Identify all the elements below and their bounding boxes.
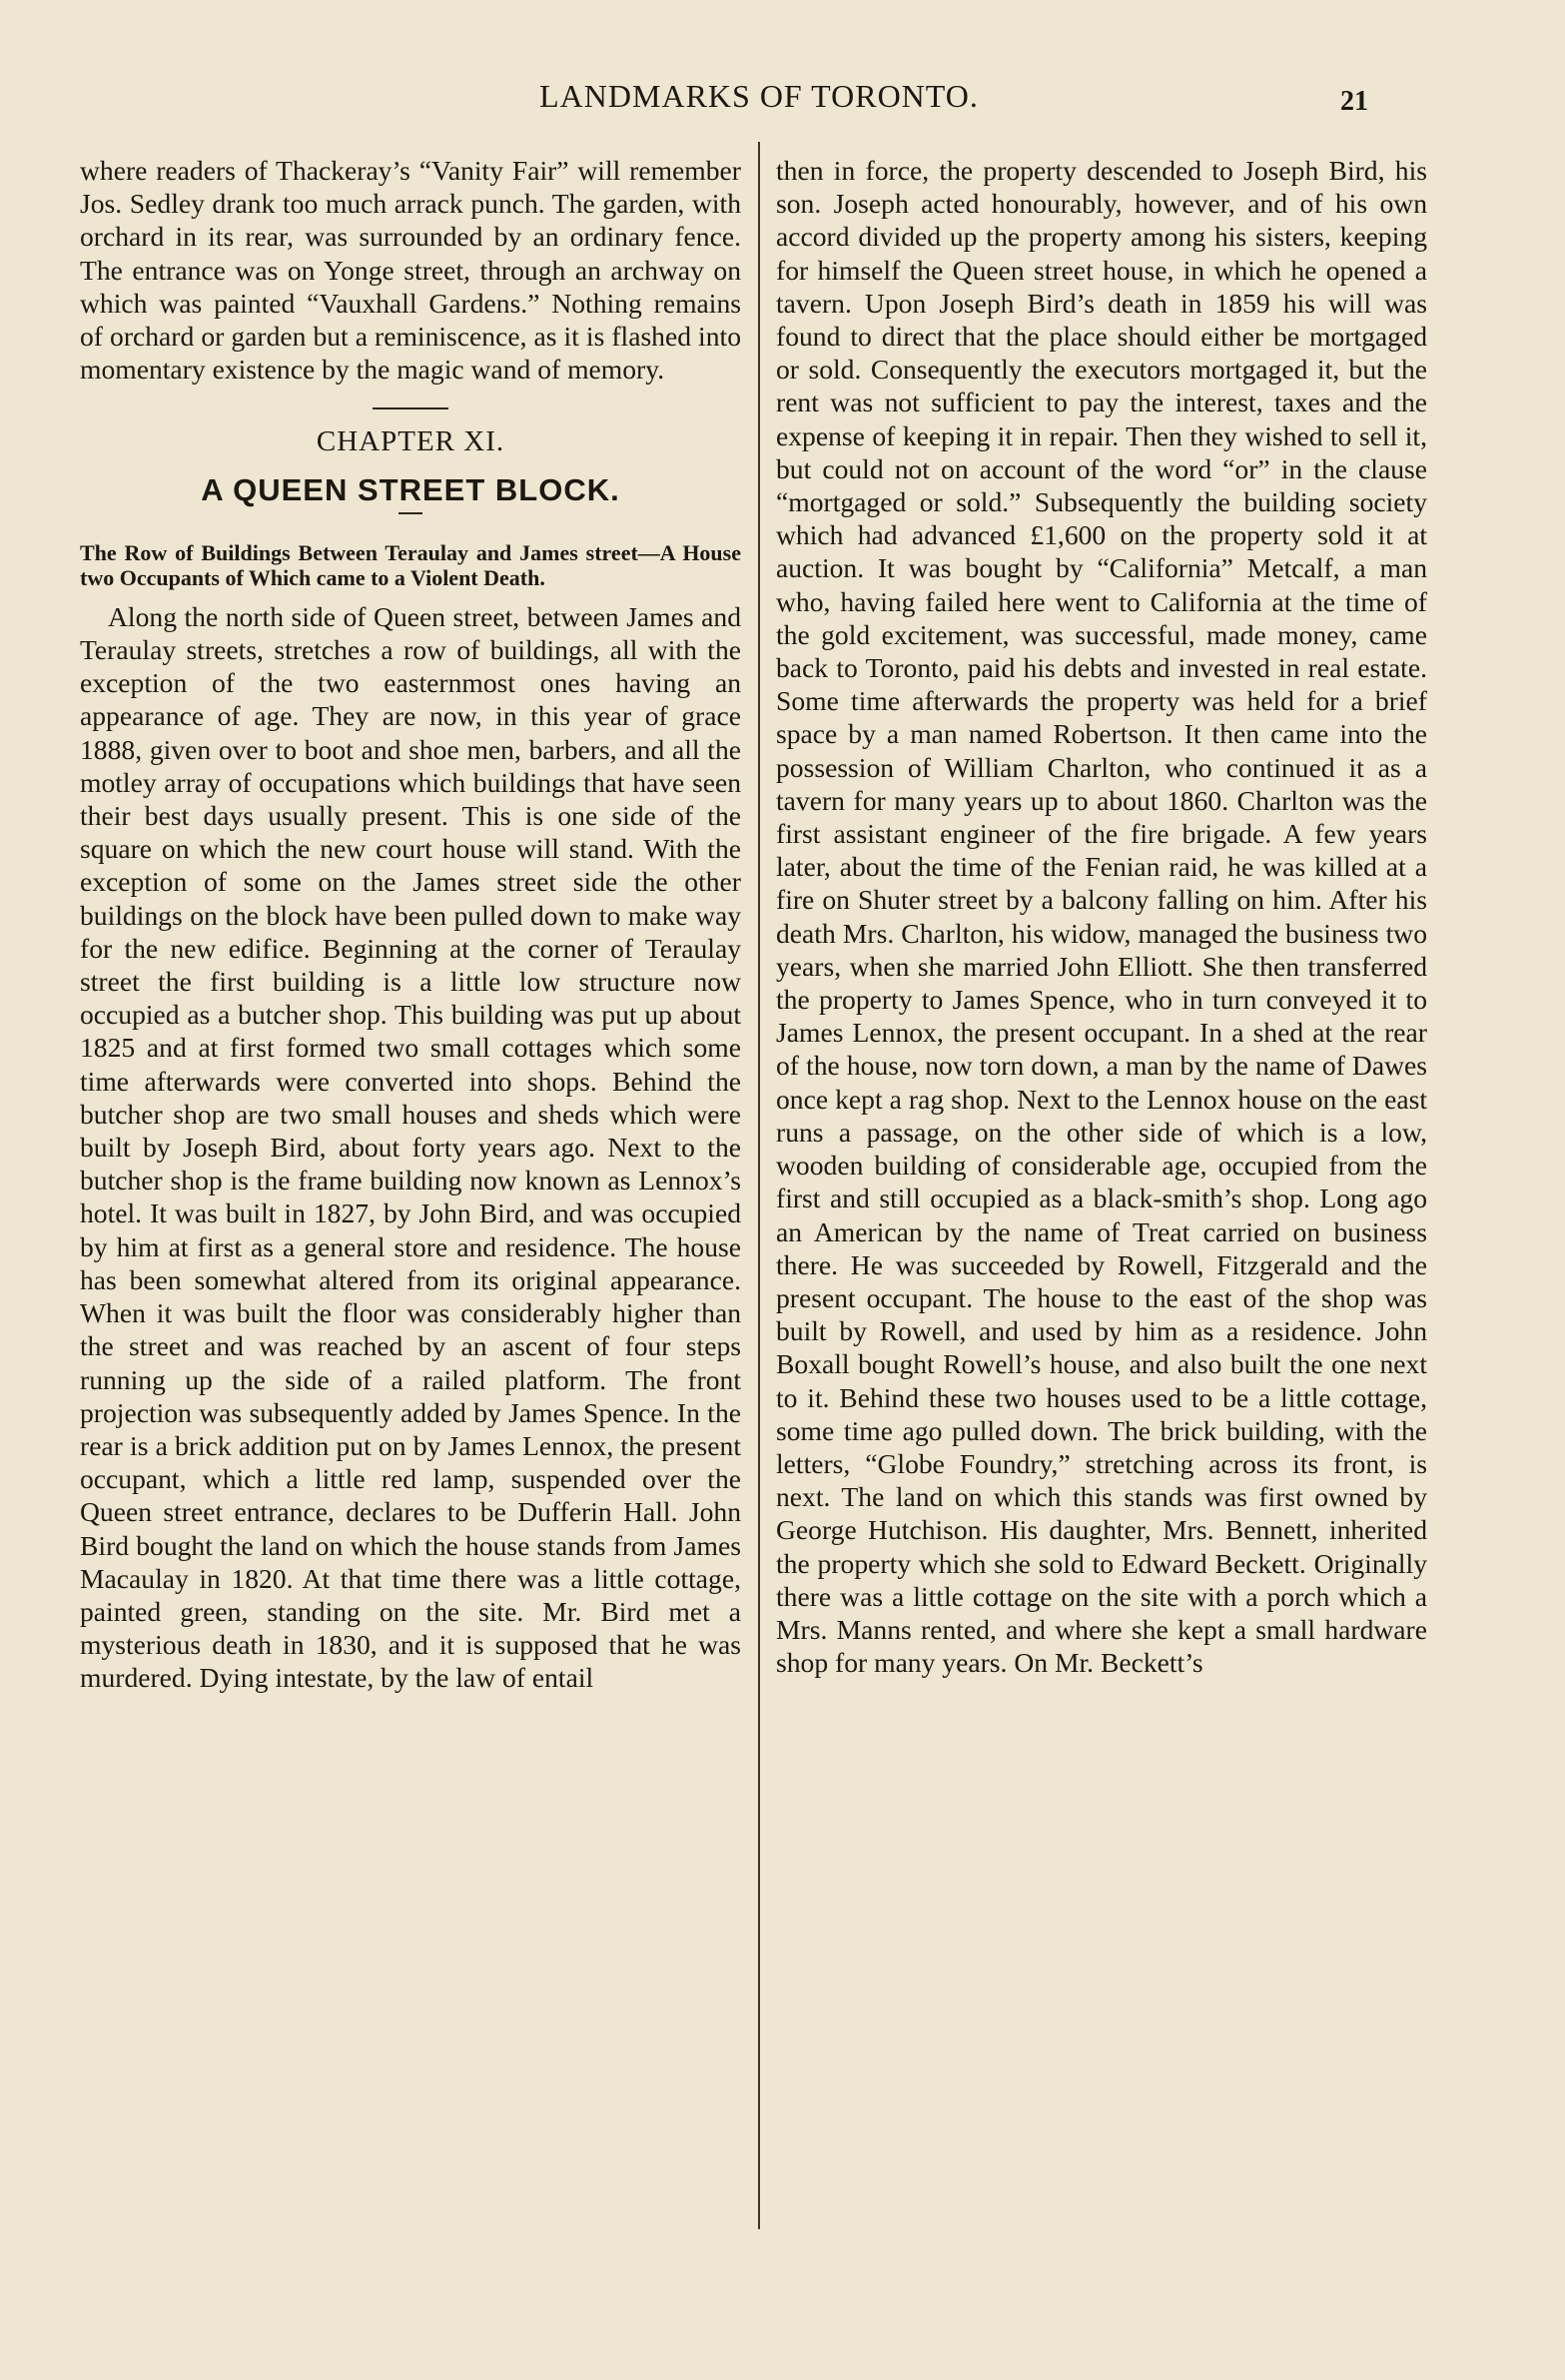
section-divider bbox=[373, 407, 448, 409]
right-column bbox=[776, 154, 1427, 1679]
chapter-title: CHAPTER XI. bbox=[316, 425, 505, 458]
left-column bbox=[80, 154, 741, 1695]
column-divider bbox=[758, 142, 760, 2229]
chapter-subheading: The Row of Buildings Between Teraulay and James street—A House two Occupants of Which came to a Violent Death. bbox=[80, 539, 741, 590]
heading-divider bbox=[398, 512, 422, 514]
continued-paragraph: then in force, the property descended to Joseph Bird, his son. Joseph acted honourably, however, and of his own accord divided up the property among his sisters, keeping for himself the Queen street house, in which he opened a tavern. Upon Joseph Bird’s death in 1859 his will was found to direct that the place should either be mortgaged or sold. Consequently the executors mortgaged it, but the rent was not sufficient to pay the interest, taxes and the expense of keeping it in repair. Then they wished to sell it, but could not on account of the word “or” in the clause “mortgaged or sold.” Subsequently the building society which had advanced £1,600 on the property sold it at auction. It was bought by “California” Metcalf, a man who, having failed here went to California at the time of the gold excitement, was successful, made money, came back to Toronto, paid his debts and invested in real estate. Some time afterwards the property was held for a brief space by a man named Robertson. It then came into the possession of William Charlton, who continued it as a tavern for many years up to about 1860. Charlton was the first assistant engineer of the fire brigade. A few years later, about the time of the Fenian raid, he was killed at a fire on Shuter street by a balcony falling on him. After his death Mrs. Charlton, his widow, managed the business two years, when she married John Elliott. She then transferred the property to James Spence, who in turn conveyed it to James Lennox, the present occupant. In a shed at the rear of the house, now torn down, a man by the name of Dawes once kept a rag shop. Next to the Lennox house on the east runs a passage, on the other side of which is a low, wooden building of considerable age, occupied from the first and still occupied as a black-smith’s shop. Long ago an American by the name of Treat carried on business there. He was succeeded by Rowell, Fitzgerald and the present occupant. The house to the east of the shop was built by Rowell, and used by him as a residence. John Boxall bought Rowell’s house, and also built the one next to it. Behind these two houses used to be a little cottage, some time ago pulled down. The brick building, with the letters, “Globe Foundry,” stretching across its front, is next. The land on which this stands was first owned by George Hutchison. His daughter, Mrs. Bennett, inherited the property which she sold to Edward Beckett. Originally there was a little cottage on the site with a porch which a Mrs. Manns rented, and where she kept a small hardware shop for many years. On Mr. Beckett’s bbox=[776, 155, 1427, 1679]
running-title: LANDMARKS OF TORONTO. bbox=[539, 78, 979, 114]
body-paragraph: Along the north side of Queen street, between James and Teraulay streets, stretches a row of buildings, all with the exception of the two easternmost ones having an appearance of age. They are now, in this year of grace 1888, given over to boot and shoe men, barbers, and all the motley array of occupations which buildings that have seen their best days usually present. This is one side of the square on which the new court house will stand. With the exception of some on the James street side the other buildings on the block have been pulled down to make way for the new edifice. Beginning at the corner of Teraulay street the first building is a little low structure now occupied as a butcher shop. This building was put up about 1825 and at first formed two small cottages which some time afterwards were converted into shops. Behind the butcher shop are two small houses and sheds which were built by Joseph Bird, about forty years ago. Next to the butcher shop is the frame building now known as Lennox’s hotel. It was built in 1827, by John Bird, and was occupied by him at first as a general store and residence. The house has been somewhat altered from its original appearance. When it was built the floor was considerably higher than the street and was reached by an ascent of four steps running up the side of a railed platform. The front projection was subsequently added by James Spence. In the rear is a brick addition put on by James Lennox, the present occupant, which a little red lamp, suspended over the Queen street entrance, declares to be Dufferin Hall. John Bird bought the land on which the house stands from James Macaulay in 1820. At that time there was a little cottage, painted green, standing on the site. Mr. Bird met a mysterious death in 1830, and it is supposed that he was murdered. Dying intestate, by the law of entail bbox=[80, 600, 741, 1694]
chapter-heading: A QUEEN STREET BLOCK. bbox=[201, 471, 620, 507]
page-number: 21 bbox=[1340, 86, 1368, 117]
opening-paragraph: where readers of Thackeray’s “Vanity Fair” will remember Jos. Sedley drank too much arrack punch. The garden, with orchard in its rear, was surrounded by an ordinary fence. The entrance was on Yonge street, through an archway on which was painted “Vauxhall Gardens.” Nothing remains of orchard or garden but a reminiscence, as it is flashed into momentary existence by the magic wand of memory. bbox=[80, 155, 741, 386]
